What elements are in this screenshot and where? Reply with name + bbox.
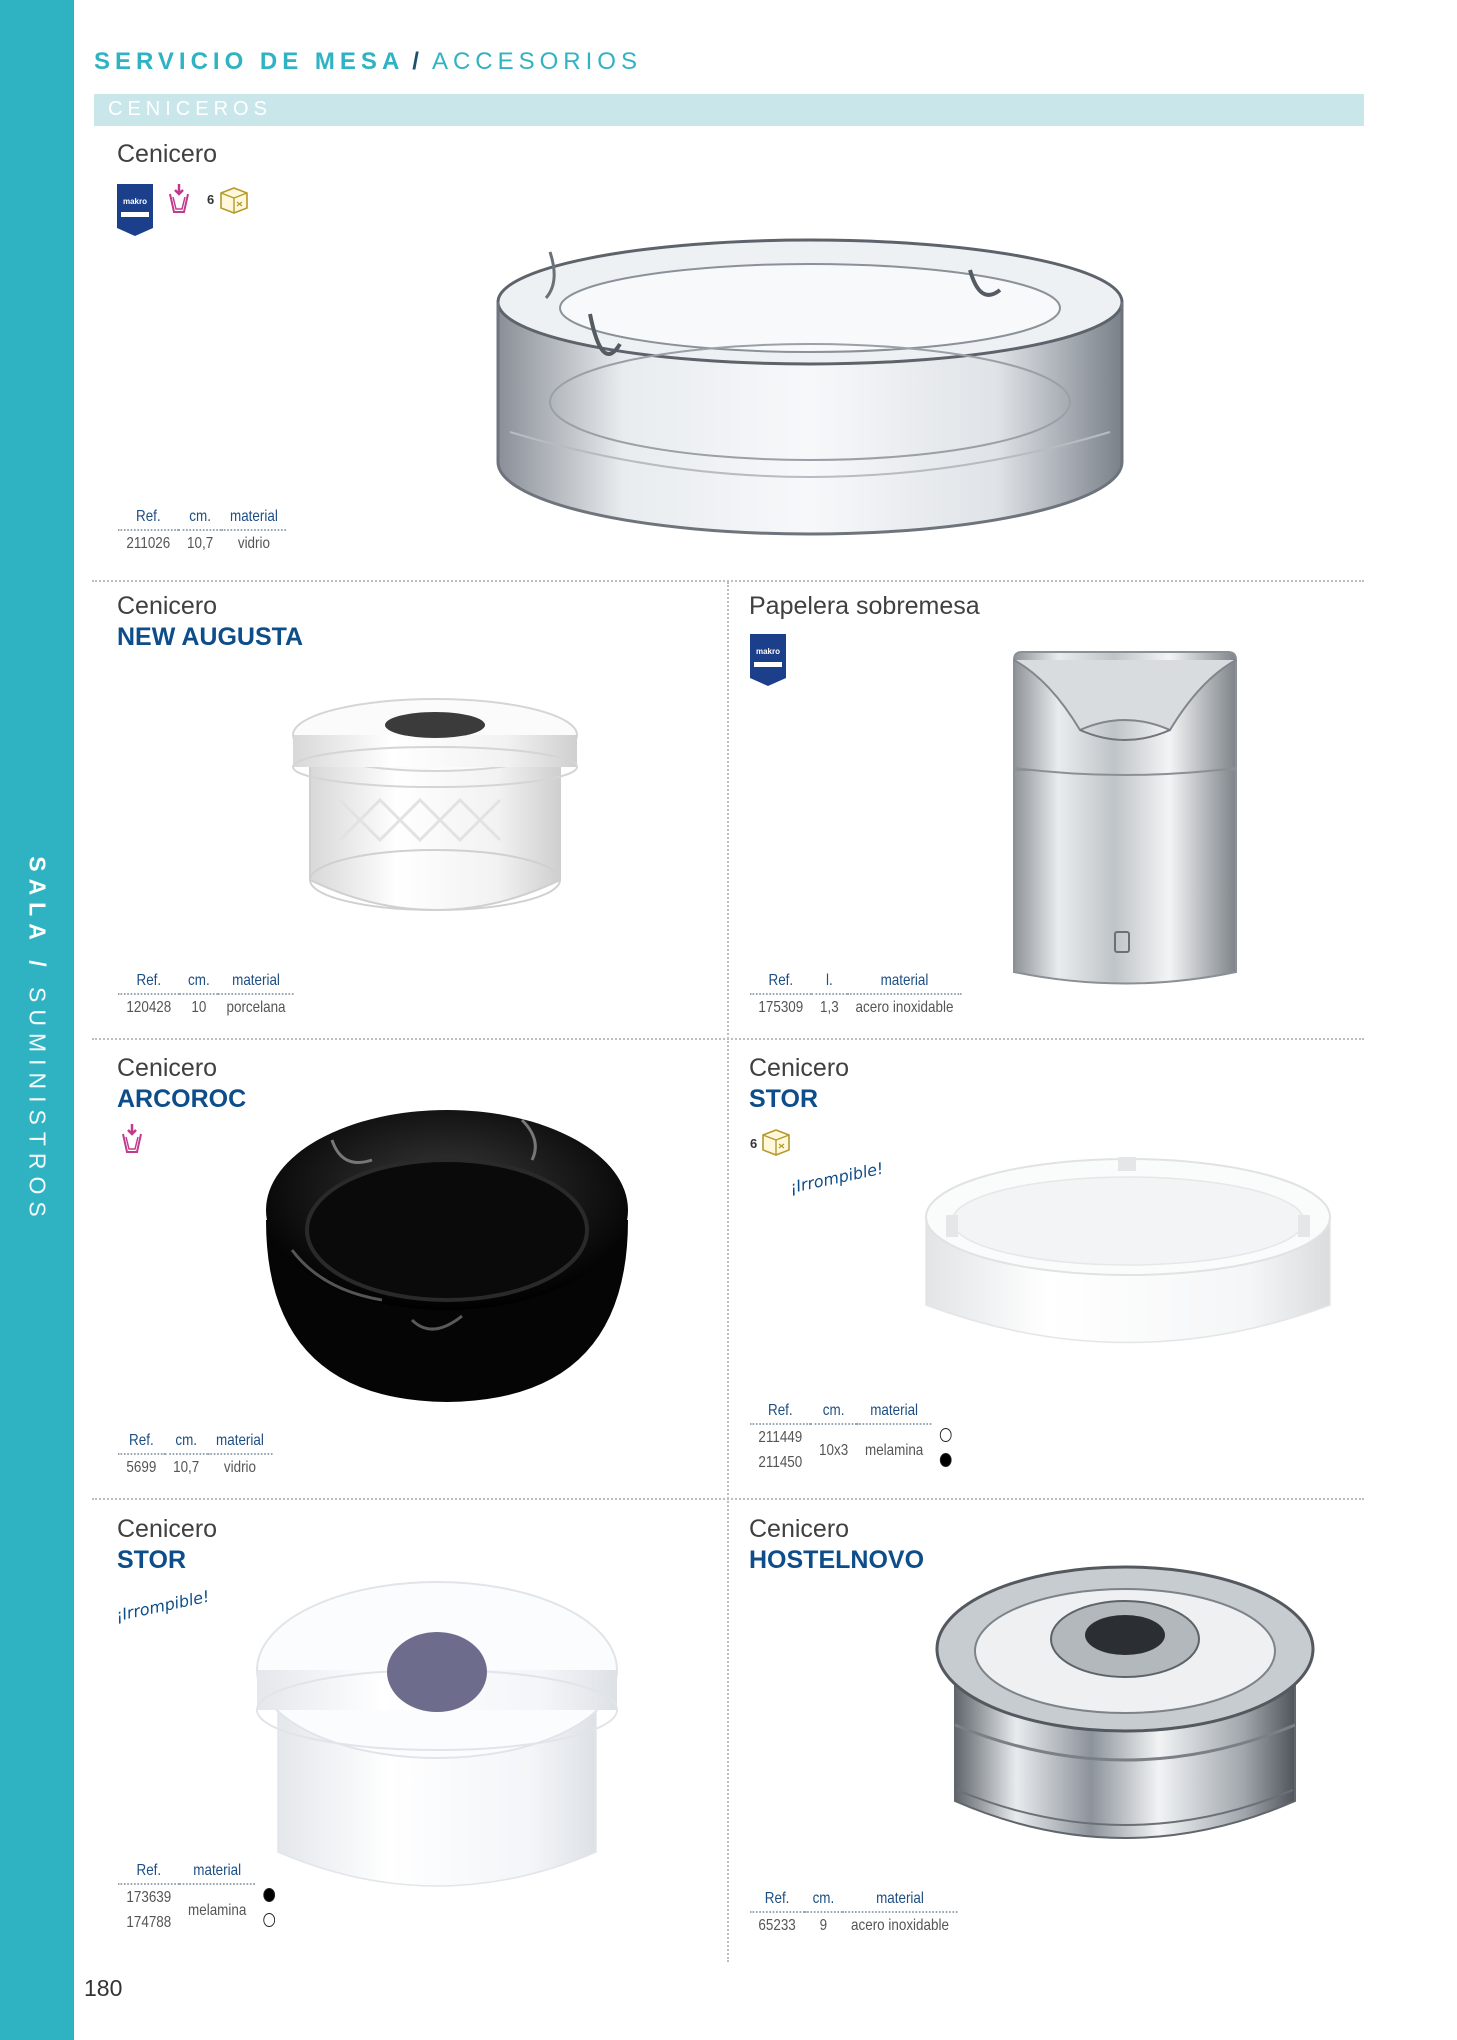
product-subtitle: STOR <box>117 1546 186 1574</box>
spec-material: acero inoxidable <box>851 1917 949 1934</box>
category-label: CENICEROS <box>108 98 272 120</box>
table-row <box>750 1424 960 1449</box>
spec-header: l. <box>812 970 847 994</box>
header-subsection: ACCESORIOS <box>431 48 642 75</box>
spec-size: 9 <box>819 1917 828 1934</box>
unbreakable-tag: ¡Irrompible! <box>788 1158 886 1197</box>
spec-header: cm. <box>804 1888 842 1912</box>
table-row <box>750 994 962 1019</box>
spec-ref: 120428 <box>126 999 172 1016</box>
stackable-icon <box>166 184 192 214</box>
table-row <box>750 1912 957 1937</box>
product-subtitle: STOR <box>749 1085 818 1113</box>
color-swatch-white <box>940 1428 952 1442</box>
spec-header: material <box>847 970 962 994</box>
spec-header: Ref. <box>118 1860 180 1884</box>
product-title: Papelera sobremesa <box>749 592 980 620</box>
page-header <box>94 48 642 76</box>
sidebar-sub: SUMINISTROS <box>24 987 51 1224</box>
spec-header: material <box>180 1860 255 1884</box>
spec-table <box>118 1430 272 1479</box>
table-row <box>118 1454 272 1479</box>
spec-header: Ref. <box>750 1400 811 1424</box>
spec-header: material <box>843 1888 958 1912</box>
spec-header: cm. <box>811 1400 857 1424</box>
header-separator: / <box>412 48 424 75</box>
spec-ref: 65233 <box>758 1917 796 1934</box>
spec-header: cm. <box>165 1430 208 1454</box>
spec-header: cm. <box>179 506 222 530</box>
spec-size: 10x3 <box>819 1441 849 1459</box>
spec-header: Ref. <box>750 1888 804 1912</box>
spec-table <box>118 506 286 555</box>
product-title: Cenicero <box>117 1515 218 1543</box>
category-band <box>94 94 1364 126</box>
sidebar-band <box>0 0 74 2040</box>
spec-header: cm. <box>180 970 218 994</box>
table-row <box>118 1884 283 1909</box>
lidded-white-ashtray-image <box>252 1580 622 1902</box>
page-number: 180 <box>84 1975 123 2001</box>
product-title: Cenicero <box>749 1515 850 1543</box>
product-subtitle: NEW AUGUSTA <box>117 623 304 651</box>
makro-badge <box>750 634 784 684</box>
spec-header: material <box>208 1430 273 1454</box>
spec-table <box>750 970 962 1019</box>
spec-table <box>118 1860 283 1934</box>
spec-table <box>118 970 294 1019</box>
spec-header: material <box>218 970 294 994</box>
svg-text:makro: makro <box>755 647 781 656</box>
spec-ref: 211449 <box>758 1429 803 1446</box>
spec-ref: 211450 <box>758 1453 803 1471</box>
spec-header: Ref. <box>118 970 180 994</box>
svg-text:makro: makro <box>122 197 148 206</box>
product-title: Cenicero <box>117 1054 218 1082</box>
spec-header: material <box>857 1400 932 1424</box>
box-icon <box>760 1126 792 1156</box>
spec-header: Ref. <box>750 970 812 994</box>
makro-professional-icon <box>117 184 153 236</box>
makro-badge <box>117 184 151 234</box>
black-ashtray-image <box>262 1100 632 1405</box>
spec-size: 10 <box>191 999 207 1016</box>
spec-material: vidrio <box>223 1459 257 1476</box>
color-swatch-black <box>940 1453 952 1467</box>
makro-professional-icon <box>750 634 786 686</box>
product-title: Cenicero <box>117 592 218 620</box>
spec-header: material <box>222 506 287 530</box>
spec-material: porcelana <box>226 999 286 1016</box>
spec-header: Ref. <box>118 1430 165 1454</box>
stackable-icon <box>119 1124 145 1154</box>
divider <box>727 582 729 1962</box>
spec-material: melamina <box>865 1441 924 1459</box>
spec-material: melamina <box>188 1901 247 1919</box>
sidebar-label <box>24 856 51 1224</box>
header-section: SERVICIO DE MESA <box>94 48 405 75</box>
spec-ref: 175309 <box>758 999 804 1016</box>
spec-table <box>750 1400 960 1474</box>
steel-ashtray-image <box>935 1565 1315 1860</box>
spec-header: Ref. <box>118 506 179 530</box>
product-subtitle: HOSTELNOVO <box>749 1546 925 1574</box>
table-row <box>118 530 286 555</box>
glass-ashtray-image <box>490 232 1130 542</box>
spec-size: 10,7 <box>187 535 214 552</box>
sidebar-main: SALA <box>24 856 51 947</box>
spec-size: 10,7 <box>173 1459 200 1476</box>
spec-ref: 174788 <box>126 1913 172 1931</box>
spec-ref: 5699 <box>126 1459 157 1476</box>
sidebar-separator: / <box>24 960 51 974</box>
pack-qty: 6 <box>750 1136 758 1151</box>
product-subtitle: ARCOROC <box>117 1085 247 1113</box>
spec-table <box>750 1888 957 1937</box>
spec-material: acero inoxidable <box>855 999 954 1016</box>
color-swatch-white <box>263 1913 275 1927</box>
color-swatch-black <box>263 1888 275 1902</box>
steel-bin-image <box>1010 650 1240 990</box>
box-icon <box>218 184 250 214</box>
spec-material: vidrio <box>237 535 270 552</box>
spec-ref: 173639 <box>126 1889 172 1906</box>
spec-size: 1,3 <box>820 999 839 1016</box>
porcelain-ashtray-image <box>290 690 580 930</box>
unbreakable-tag: ¡Irrompible! <box>114 1586 212 1625</box>
pack-qty: 6 <box>207 192 215 207</box>
table-row <box>118 994 294 1019</box>
spec-ref: 211026 <box>126 535 171 552</box>
white-ashtray-image <box>922 1155 1334 1370</box>
product-title: Cenicero <box>117 140 218 168</box>
product-title: Cenicero <box>749 1054 850 1082</box>
